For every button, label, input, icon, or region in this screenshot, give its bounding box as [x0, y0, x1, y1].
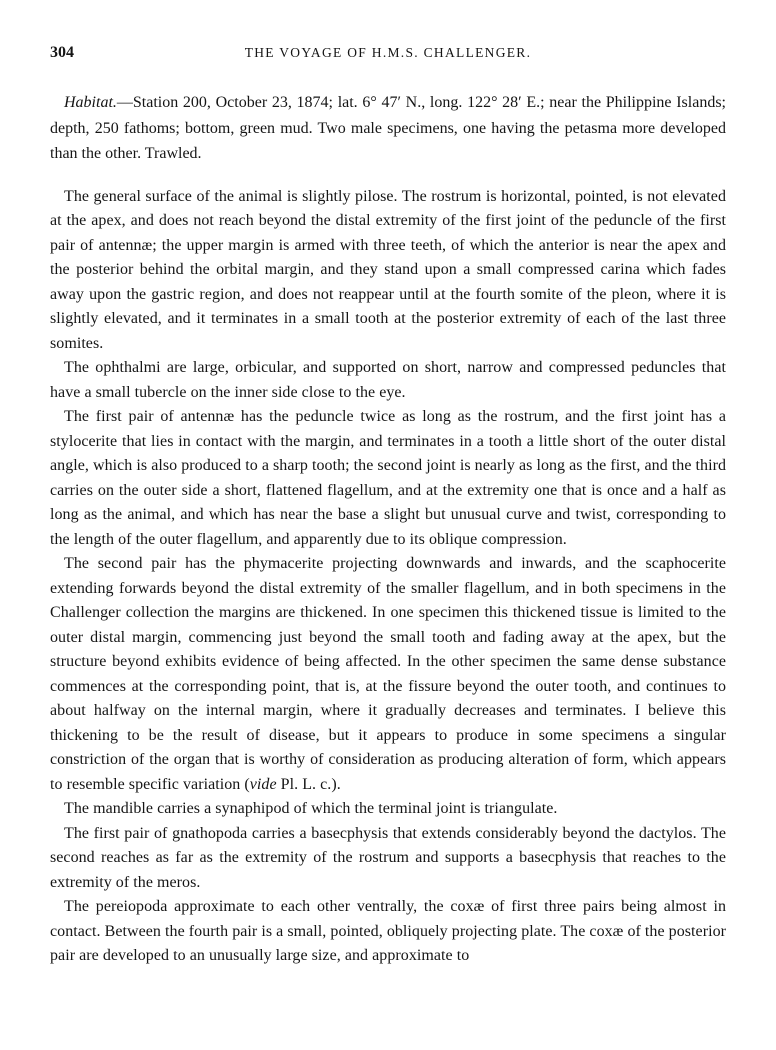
plate-reference: Pl. L. c.).: [276, 775, 341, 793]
page-header: [50, 44, 726, 68]
running-title: THE VOYAGE OF H.M.S. CHALLENGER.: [244, 45, 532, 60]
paragraph-pereiopoda: The pereiopoda approximate to each other ventrally, the coxæ of first three pairs being almost in contact. Between the fourth pair is a small, pointed, obliquely projecting plate. The coxæ of the posterior pair are developed to an unusually large size, and approximate to: [50, 898, 726, 964]
paragraph-second-pair-text: The second pair has the phymacerite projecting downwards and inwards, and the scaphocerite extending forwards beyond the distal extremity of the smaller flagellum, and in both specimens in the Challenger collection the margins are thickened. In one specimen this thickened tissue is limited to the outer distal margin, commencing just beyond the small tooth and fading away at the apex, but the structure beyond exhibits evidence of being affected. In the other specimen the same dense substance commences at the corresponding point, that is, at the fissure beyond the outer tooth, and continues to about halfway on the internal margin, where it gradually decreases and terminates. I believe this thickening to be the result of disease, but it appears to produce in some specimens a singular constriction of the organ that is worthy of consideration as producing alteration of form, which appears to resemble specific variation (: [50, 555, 726, 793]
paragraph-second-pair: [50, 552, 726, 797]
habitat-text: —Station 200, October 23, 1874; lat. 6° 47′ N., long. 122° 28′ E.; near the Philippine Islands; depth, 250 fathoms; bottom, green mud. Two male specimens, one having the petasma more developed than the other. Trawled.: [50, 94, 726, 162]
paragraph-mandible: The mandible carries a synaphipod of which the terminal joint is triangulate.: [64, 800, 558, 817]
paragraph-ophthalmi: The ophthalmi are large, orbicular, and supported on short, narrow and compressed peduncles that have a small tubercle on the inner side close to the eye.: [50, 359, 726, 401]
vide-italic: vide: [249, 775, 277, 793]
page-number: 304: [50, 44, 74, 61]
habitat-label: Habitat.: [64, 94, 117, 111]
paragraph-gnathopoda: The first pair of gnathopoda carries a basecphysis that extends considerably beyond the dactylos. The second reaches as far as the extremity of the rostrum and supports a basecphysis that reaches to the extremity of the meros.: [50, 824, 726, 891]
habitat-paragraph: [50, 90, 726, 167]
document-page: [50, 44, 726, 969]
paragraph-first-antennae: The first pair of antennæ has the peduncle twice as long as the rostrum, and the first joint has a stylocerite that lies in contact with the margin, and terminates in a tooth a little short of the outer distal angle, which is also produced to a sharp tooth; the second joint is nearly as long as the first, and the third carries on the outer side a short, flattened flagellum, and at the extremity one that is once and a half as long as the animal, and which has near the base a slight but unusual curve and twist, corresponding to the length of the outer flagellum, and apparently due to its oblique compression.: [50, 408, 727, 548]
body-text: [50, 185, 726, 969]
paragraph-surface-rostrum: The general surface of the animal is slightly pilose. The rostrum is horizontal, pointed, is not elevated at the apex, and does not reach beyond the distal extremity of the first joint of the peduncle of the first pair of antennæ; the upper margin is armed with three teeth, of which the anterior is near the apex and the posterior behind the orbital margin, and they stand upon a small compressed carina which fades away upon the gastric region, and does not reappear until at the fourth somite of the pleon, where it is slightly elevated, and it terminates in a small tooth at the posterior extremity of each of the last three somites.: [50, 187, 726, 352]
